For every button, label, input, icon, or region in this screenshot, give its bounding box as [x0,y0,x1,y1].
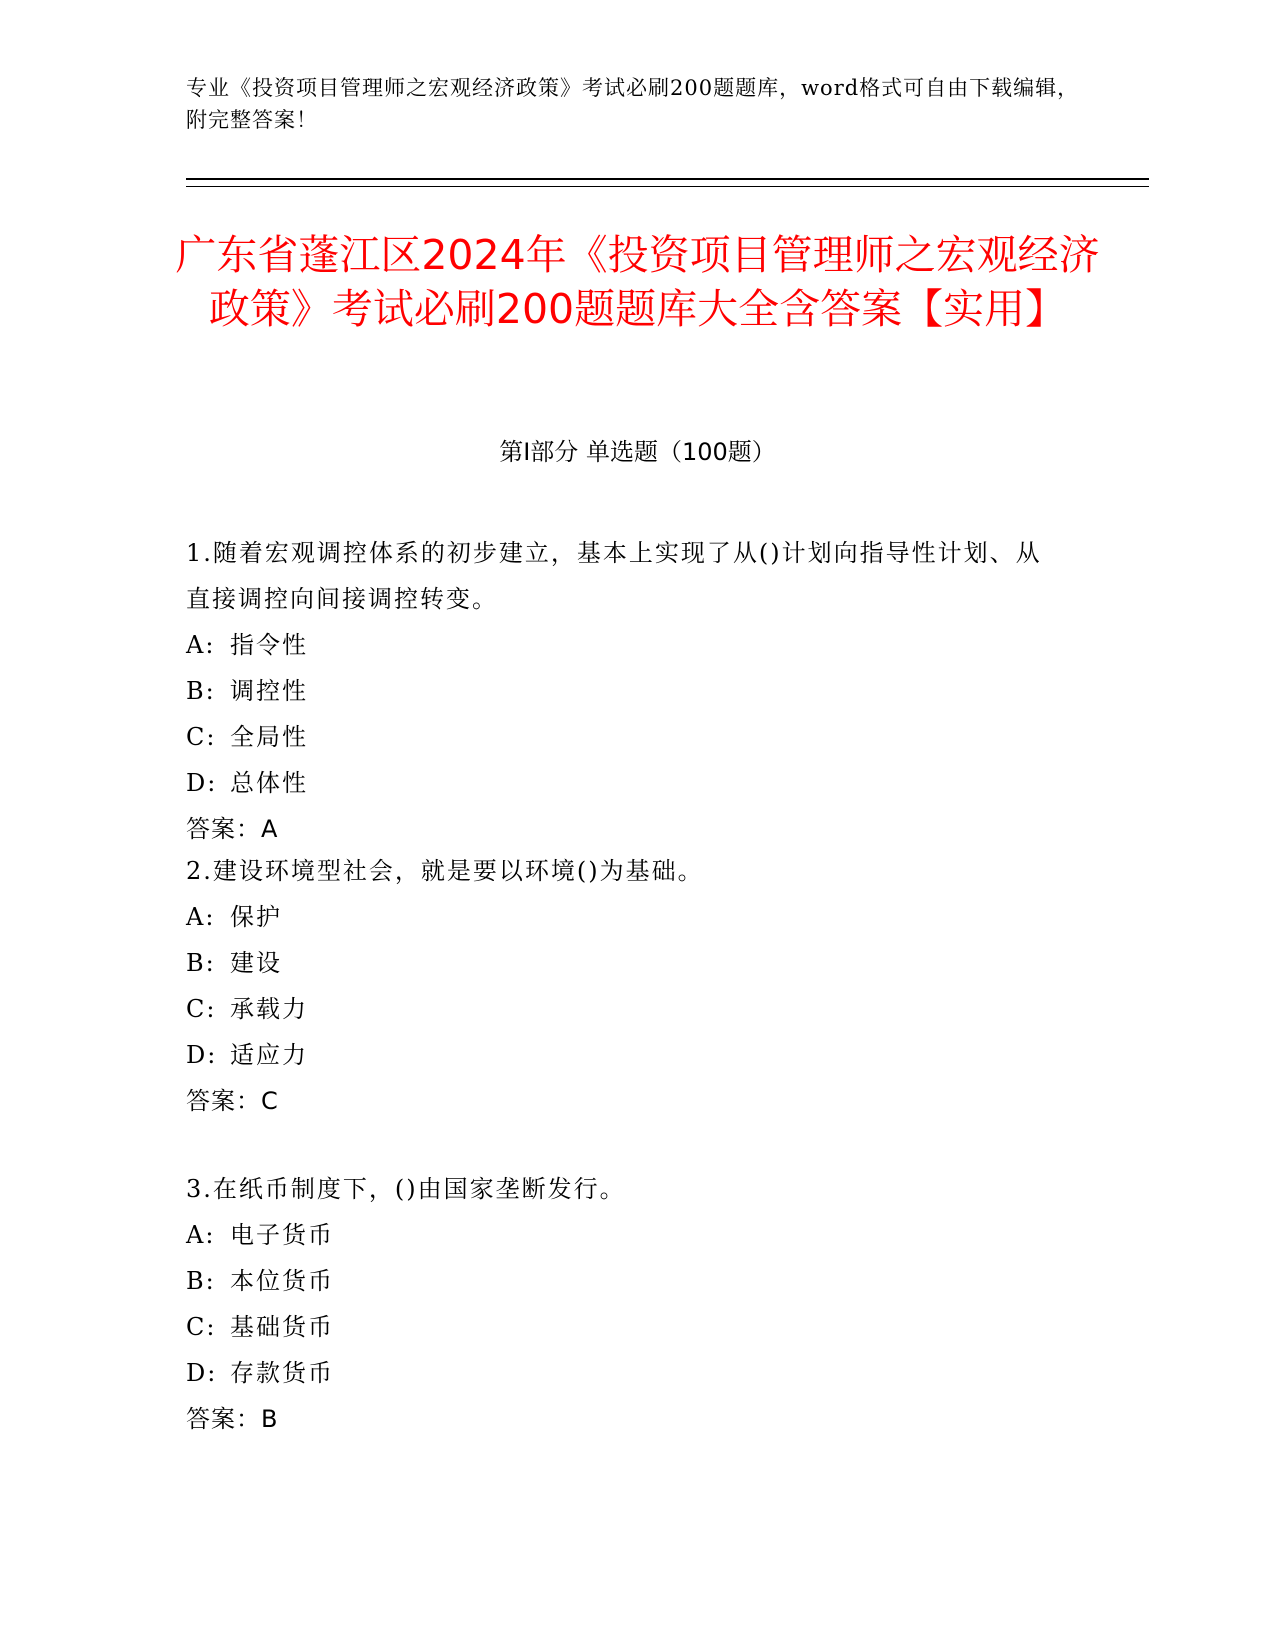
option-a [186,1212,1066,1258]
answer-value: A [261,815,279,843]
option-text: 电子货币 [230,1221,334,1249]
option-text: 保护 [230,903,282,931]
header-divider-thick [186,178,1149,180]
question-stem: 1.随着宏观调控体系的初步建立，基本上实现了从()计划向指导性计划、从直接调控向间接调控转变。 [186,539,1042,613]
option-letter: B: [186,1267,216,1295]
question-stem: 2.建设环境型社会，就是要以环境()为基础。 [186,857,704,885]
option-a [186,894,1066,940]
option-text: 基础货币 [230,1313,334,1341]
option-letter: A: [186,903,216,931]
option-b [186,1258,1066,1304]
option-letter: D: [186,1359,218,1387]
option-d [186,1032,1066,1078]
option-text: 指令性 [230,631,308,659]
option-text: 本位货币 [230,1267,334,1295]
question-stem: 3.在纸币制度下，()由国家垄断发行。 [186,1175,626,1203]
option-b [186,668,1066,714]
answer-value: B [261,1405,279,1433]
option-d [186,760,1066,806]
option-c [186,714,1066,760]
option-text: 全局性 [230,723,308,751]
option-letter: B: [186,677,216,705]
option-a [186,622,1066,668]
answer-line [186,1078,1066,1124]
option-d [186,1350,1066,1396]
option-text: 适应力 [230,1041,308,1069]
option-letter: C: [186,1313,217,1341]
question-1 [186,530,1066,848]
answer-value: C [261,1087,279,1115]
option-text: 总体性 [230,769,308,797]
option-b [186,940,1066,986]
option-text: 建设 [230,949,282,977]
question-list [186,530,1066,1484]
answer-label: 答案： [186,815,261,843]
answer-line [186,1396,1066,1442]
answer-line [186,806,1066,852]
option-letter: D: [186,769,218,797]
option-letter: A: [186,1221,216,1249]
header-note: 专业《投资项目管理师之宏观经济政策》考试必刷200题题库，word格式可自由下载编辑，附完整答案！ [186,76,1080,132]
document-title: 广东省蓬江区2024年《投资项目管理师之宏观经济政策》考试必刷200题题库大全含答案【实用】 [175,231,1100,333]
option-letter: A: [186,631,216,659]
option-letter: C: [186,995,217,1023]
option-text: 存款货币 [230,1359,334,1387]
option-letter: C: [186,723,217,751]
option-letter: D: [186,1041,218,1069]
question-3 [186,1166,1066,1484]
question-2 [186,848,1066,1166]
header-divider-thin [186,186,1149,187]
option-text: 调控性 [230,677,308,705]
answer-label: 答案： [186,1405,261,1433]
option-c [186,1304,1066,1350]
section-heading: 第I部分 单选题（100题） [499,438,776,466]
option-c [186,986,1066,1032]
answer-label: 答案： [186,1087,261,1115]
option-letter: B: [186,949,216,977]
option-text: 承载力 [230,995,308,1023]
